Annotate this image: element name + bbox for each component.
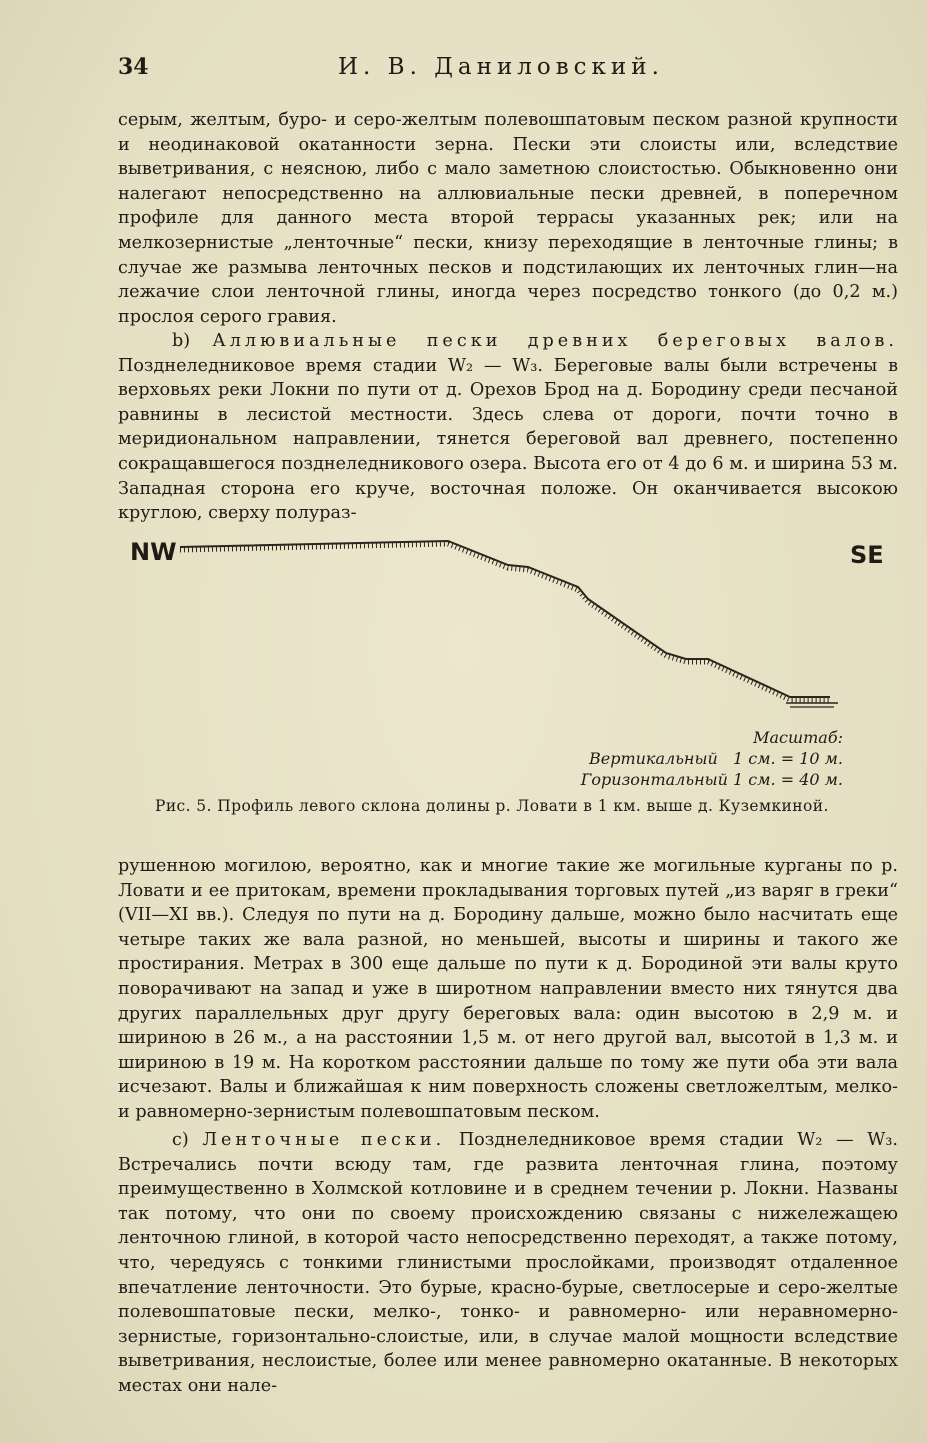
- paragraph-after-figure: рушенною могилою, вероятно, как и многие такие же могильные курганы по р. Ловати и ее притокам, времени прокладывания торговых путей „из варяг в греки“ (VII—XI вв.). Следуя по пути на д. Бородину дальше, можно было насчитать еще четыре таких же вала разной, но меньшей, высоты и ширины и такого же простирания. Метрах в 300 еще дальше по пути к д. Бородиной эти валы круто поворачивают на запад и уже в широтном направлении вместо них тянутся два других параллельных друг другу береговых вала: один высотою в 2,9 м. и шириною в 26 м., а на расстоянии 1,5 м. от него другой вал, высотой в 1,3 м. и шириною в 19 м. На коротком расстоянии дальше по тому же пути оба эти вала исчезают. Валы и ближайшая к ним поверхность сложены светложелтым, мелко- и равномерно-зернистым полевошпатовым песком.: [118, 856, 898, 1122]
- profile-figure: [118, 525, 898, 825]
- figure-caption: Рис. 5. Профиль левого склона долины р. Ловати в 1 км. выше д. Куземкиной.: [155, 797, 829, 815]
- scale-title: Масштаб:: [753, 728, 843, 747]
- section-b: [118, 329, 898, 526]
- page-header: [118, 54, 898, 90]
- section-b-marker: b): [172, 331, 191, 351]
- page-number: 34: [118, 54, 149, 80]
- scale-legend: [558, 727, 843, 790]
- label-nw: NW: [130, 538, 177, 566]
- running-head: И. В. Даниловский.: [338, 54, 664, 80]
- scale-vertical: Вертикальный 1 см. = 10 м.: [588, 749, 843, 768]
- section-c-text: Позднеледниковое время стадии W₂ — W₃. Встречались почти всюду там, где развита ленточная глина, поэтому преимущественно в Холмской котловине и в среднем течении р. Локни. Названы так потому, что они по своему происхождению связаны с нижележащею ленточною глиной, в которой часто непосредственно переходят, а также потому, что, чередуясь с тонкими глинистыми прослойками, производят отдаленное впечатление ленточности. Это бурые, красно-бурые, светлосерые и серо-желтые полевошпатовые пески, мелко-, тонко- и равномерно- или неравномерно-зернистые, горизонтально-слоистые, или, в случае малой мощности вследствие выветривания, неслоистые, более или менее равномерно окатанные. В некоторых местах они нале-: [118, 1130, 898, 1396]
- scale-horizontal: Горизонтальный 1 см. = 40 м.: [580, 770, 843, 789]
- section-c-title: Ленточные пески.: [202, 1130, 446, 1150]
- label-se: SE: [850, 541, 884, 569]
- paragraph-top: серым, желтым, буро- и серо-желтым полевошпатовым песком разной крупности и неодинаковой окатанности зерна. Пески эти слоисты или, вследствие выветривания, с неясною, либо с мало заметною слоистостью. Обыкновенно они налегают непосредственно на аллювиальные пески древней, в поперечном профиле для данного места второй террасы указанных рек; или на мелкозернистые „ленточные“ пески, книзу переходящие в ленточные глины; в случае же размыва ленточных песков и подстилающих их ленточных глин—на лежачие слои ленточной глины, иногда через посредство тонкого (до 0,2 м.) прослоя серого гравия.: [118, 110, 898, 327]
- section-b-title: Аллювиальные пески древних береговых валов.: [212, 331, 898, 351]
- section-c-marker: c): [172, 1130, 189, 1150]
- section-b-text: Позднеледниковое время стадии W₂ — W₃. Береговые валы были встречены в верховьях реки Локни по пути от д. Орехов Брод на д. Бородину среди песчаной равнины в лесистой местности. Здесь слева от дороги, почти точно в меридиональном направлении, тянется береговой вал древнего, постепенно сокращавшегося позднеледникового озера. Высота его от 4 до 6 м. и ширина 53 м. Западная сторона его круче, восточная положе. Он оканчивается высокою круглою, сверху полураз-: [118, 355, 898, 524]
- section-c: [118, 1128, 898, 1399]
